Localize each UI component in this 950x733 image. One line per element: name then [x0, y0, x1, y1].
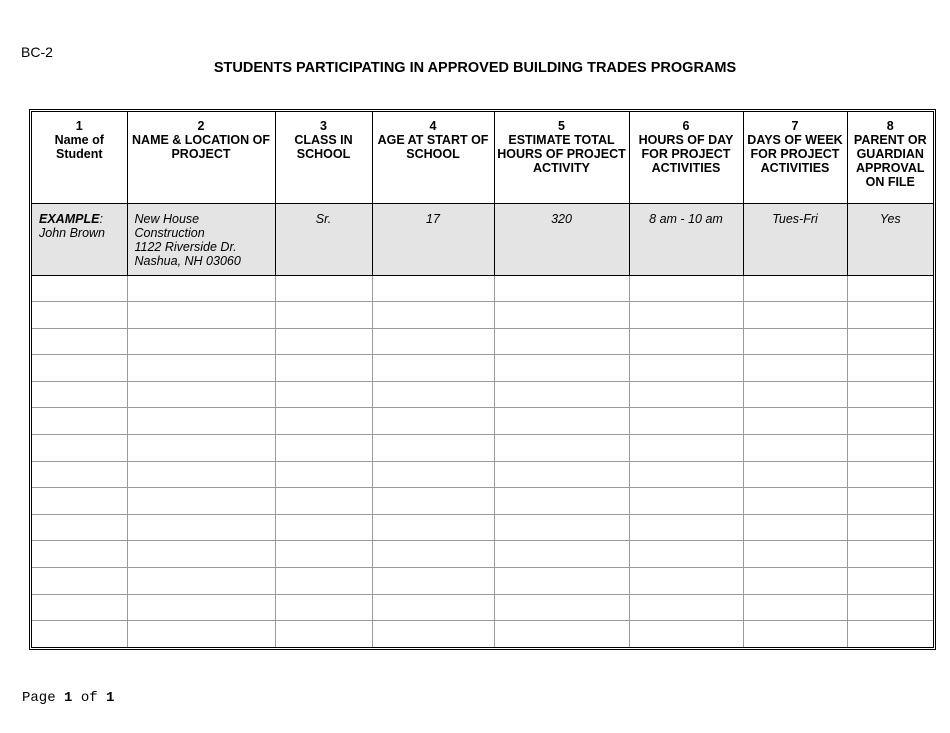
table-row[interactable]: [32, 328, 933, 355]
table-cell[interactable]: [372, 408, 494, 435]
table-cell[interactable]: [494, 621, 629, 647]
table-cell[interactable]: [127, 488, 275, 515]
table-cell[interactable]: [372, 621, 494, 647]
table-cell[interactable]: [372, 355, 494, 382]
table-cell[interactable]: [372, 275, 494, 302]
table-row[interactable]: [32, 514, 933, 541]
table-cell[interactable]: [847, 488, 933, 515]
example-project-cell: New House Construction 1122 Riverside Dr. Nashua, NH 03060: [127, 203, 275, 275]
table-cell[interactable]: [275, 435, 372, 462]
table-cell[interactable]: [494, 275, 629, 302]
table-cell[interactable]: [629, 514, 743, 541]
table-cell[interactable]: [127, 355, 275, 382]
table-cell[interactable]: [32, 408, 127, 435]
table-cell[interactable]: [32, 381, 127, 408]
table-cell[interactable]: [275, 621, 372, 647]
table-cell[interactable]: [629, 435, 743, 462]
table-cell[interactable]: [847, 275, 933, 302]
table-row[interactable]: [32, 461, 933, 488]
example-hours-of-day: 8 am - 10 am: [629, 203, 743, 275]
table-cell[interactable]: [743, 541, 847, 568]
table-cell[interactable]: [372, 328, 494, 355]
table-cell[interactable]: [494, 594, 629, 621]
column-header-4: 4 AGE AT START OF SCHOOL: [372, 112, 494, 203]
table-row[interactable]: [32, 488, 933, 515]
table-cell[interactable]: [372, 594, 494, 621]
table-cell[interactable]: [275, 381, 372, 408]
table-cell[interactable]: [494, 435, 629, 462]
column-header-7: 7 DAYS OF WEEK FOR PROJECT ACTIVITIES: [743, 112, 847, 203]
table-cell[interactable]: [847, 435, 933, 462]
column-header-2: 2 NAME & LOCATION OF PROJECT: [127, 112, 275, 203]
table-cell[interactable]: [127, 275, 275, 302]
table-cell[interactable]: [127, 302, 275, 329]
table-cell[interactable]: [32, 514, 127, 541]
table-cell[interactable]: [494, 408, 629, 435]
table-cell[interactable]: [127, 408, 275, 435]
table-row[interactable]: [32, 302, 933, 329]
table-row[interactable]: [32, 594, 933, 621]
table-cell[interactable]: [372, 541, 494, 568]
table-row[interactable]: [32, 541, 933, 568]
table-cell[interactable]: [743, 381, 847, 408]
table-cell[interactable]: [127, 435, 275, 462]
page-title: STUDENTS PARTICIPATING IN APPROVED BUILDING TRADES PROGRAMS: [213, 60, 737, 76]
table-cell[interactable]: [743, 488, 847, 515]
table-cell[interactable]: [372, 514, 494, 541]
example-label: EXAMPLE: [39, 211, 100, 226]
column-header-3: 3 CLASS IN SCHOOL: [275, 112, 372, 203]
table-cell[interactable]: [275, 568, 372, 595]
table-cell[interactable]: [847, 408, 933, 435]
column-header-1: 1 Name of Student: [32, 112, 127, 203]
table-cell[interactable]: [629, 302, 743, 329]
table-cell[interactable]: [743, 275, 847, 302]
table-cell[interactable]: [494, 514, 629, 541]
column-header-6: 6 HOURS OF DAY FOR PROJECT ACTIVITIES: [629, 112, 743, 203]
table-cell[interactable]: [629, 408, 743, 435]
table-cell[interactable]: [275, 594, 372, 621]
table-cell[interactable]: [372, 461, 494, 488]
table-cell[interactable]: [494, 461, 629, 488]
table-cell[interactable]: [629, 541, 743, 568]
table-cell[interactable]: [275, 302, 372, 329]
table-cell[interactable]: [743, 328, 847, 355]
table-cell[interactable]: [32, 328, 127, 355]
table-row[interactable]: [32, 568, 933, 595]
form-code: BC-2: [21, 44, 53, 60]
table-cell[interactable]: [629, 461, 743, 488]
table-cell[interactable]: [847, 568, 933, 595]
table-row[interactable]: [32, 621, 933, 647]
table-cell[interactable]: [629, 621, 743, 647]
example-row: [32, 203, 933, 275]
table-cell[interactable]: [743, 621, 847, 647]
table-cell[interactable]: [32, 568, 127, 595]
table-cell[interactable]: [32, 621, 127, 647]
example-class: Sr.: [275, 203, 372, 275]
table-cell[interactable]: [127, 541, 275, 568]
table-cell[interactable]: [275, 488, 372, 515]
table-cell[interactable]: [127, 621, 275, 647]
table-cell[interactable]: [494, 355, 629, 382]
table-cell[interactable]: [32, 541, 127, 568]
table-row[interactable]: [32, 408, 933, 435]
table-cell[interactable]: [847, 302, 933, 329]
table-cell[interactable]: [32, 435, 127, 462]
table-cell[interactable]: [275, 328, 372, 355]
table-cell[interactable]: [32, 302, 127, 329]
table-row[interactable]: [32, 355, 933, 382]
table-cell[interactable]: [372, 302, 494, 329]
table-cell[interactable]: [494, 328, 629, 355]
table-cell[interactable]: [847, 514, 933, 541]
table-cell[interactable]: [743, 568, 847, 595]
example-hours-total: 320: [494, 203, 629, 275]
table-cell[interactable]: [629, 568, 743, 595]
column-header-5: 5 ESTIMATE TOTAL HOURS OF PROJECT ACTIVITY: [494, 112, 629, 203]
example-student: John Brown: [39, 225, 106, 240]
table-cell[interactable]: [372, 488, 494, 515]
table-cell[interactable]: [629, 355, 743, 382]
table-cell[interactable]: [32, 594, 127, 621]
table-cell[interactable]: [127, 514, 275, 541]
table-cell[interactable]: [32, 355, 127, 382]
table-cell[interactable]: [629, 275, 743, 302]
table-cell[interactable]: [372, 568, 494, 595]
table-cell[interactable]: [629, 488, 743, 515]
example-student-cell: EXAMPLE: John Brown: [32, 203, 127, 275]
table-cell[interactable]: [127, 568, 275, 595]
table-cell[interactable]: [127, 461, 275, 488]
table-cell[interactable]: [275, 461, 372, 488]
table-cell[interactable]: [32, 461, 127, 488]
table-cell[interactable]: [847, 328, 933, 355]
table-row[interactable]: [32, 435, 933, 462]
table-cell[interactable]: [847, 541, 933, 568]
table-cell[interactable]: [847, 355, 933, 382]
table-row[interactable]: [32, 275, 933, 302]
table-cell[interactable]: [847, 594, 933, 621]
table-cell[interactable]: [494, 541, 629, 568]
column-header-8: 8 PARENT OR GUARDIAN APPROVAL ON FILE: [847, 112, 933, 203]
example-days-of-week: Tues-Fri: [743, 203, 847, 275]
table-cell[interactable]: [629, 328, 743, 355]
table-cell[interactable]: [372, 435, 494, 462]
page-indicator: Page 1 of 1: [22, 690, 115, 706]
table-cell[interactable]: [494, 488, 629, 515]
table-cell[interactable]: [743, 461, 847, 488]
table-cell[interactable]: [275, 514, 372, 541]
table-cell[interactable]: [743, 594, 847, 621]
table-cell[interactable]: [743, 355, 847, 382]
table-cell[interactable]: [743, 514, 847, 541]
table-cell[interactable]: [847, 621, 933, 647]
table-cell[interactable]: [494, 381, 629, 408]
table-cell[interactable]: [494, 568, 629, 595]
students-table: [29, 109, 936, 650]
table-cell[interactable]: [275, 355, 372, 382]
table-cell[interactable]: [372, 381, 494, 408]
table-cell[interactable]: [629, 594, 743, 621]
table-cell[interactable]: [275, 541, 372, 568]
header-row: [32, 112, 933, 203]
table-cell[interactable]: [743, 435, 847, 462]
table-cell[interactable]: [494, 302, 629, 329]
table-cell[interactable]: [847, 461, 933, 488]
example-approval: Yes: [847, 203, 933, 275]
table-cell[interactable]: [32, 275, 127, 302]
table-cell[interactable]: [743, 302, 847, 329]
table-cell[interactable]: [32, 488, 127, 515]
table-cell[interactable]: [629, 381, 743, 408]
table-cell[interactable]: [275, 408, 372, 435]
table-cell[interactable]: [127, 594, 275, 621]
table-row[interactable]: [32, 381, 933, 408]
table-cell[interactable]: [847, 381, 933, 408]
table-cell[interactable]: [743, 408, 847, 435]
example-age: 17: [372, 203, 494, 275]
table-cell[interactable]: [127, 381, 275, 408]
table-cell[interactable]: [275, 275, 372, 302]
table-cell[interactable]: [127, 328, 275, 355]
